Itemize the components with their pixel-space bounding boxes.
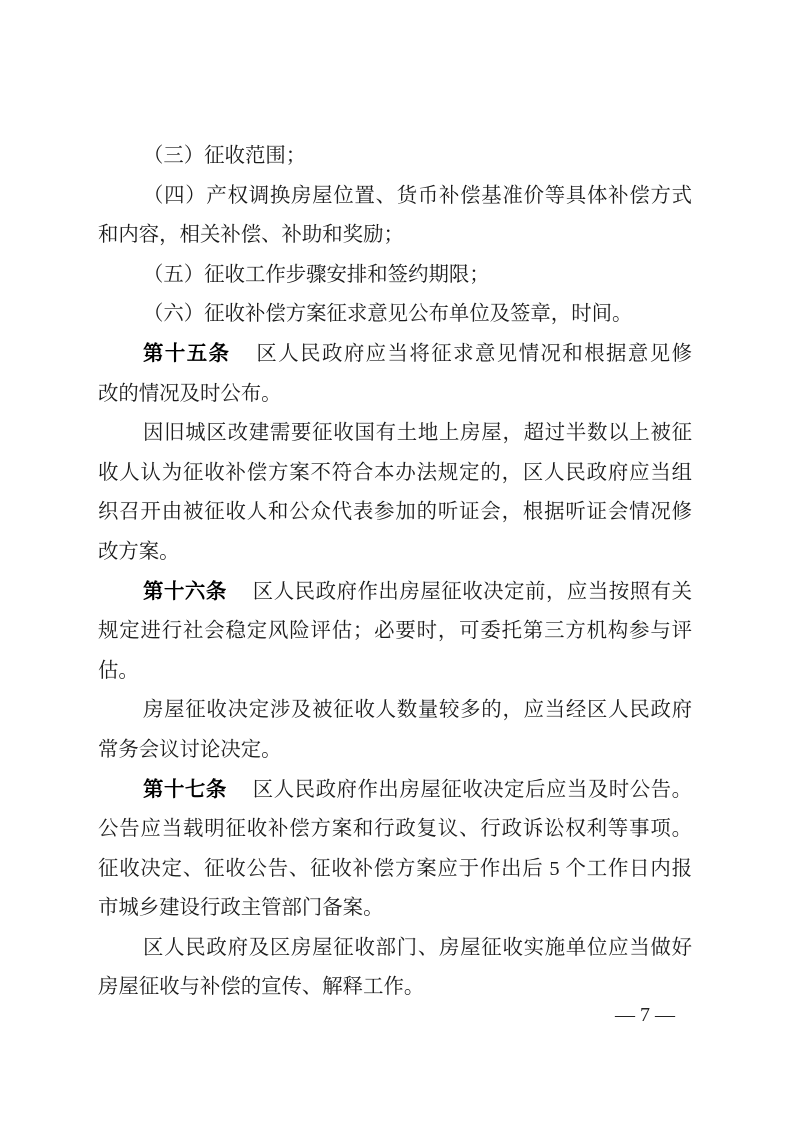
text-column <box>98 137 692 1008</box>
text-line: 因旧城区改建需要征收国有土地上房屋，超过半数以上被征 <box>143 422 692 445</box>
text-line: 征收决定、征收公告、征收补偿方案应于作出后 5 个工作日内报 <box>98 857 692 880</box>
text-line: 收人认为征收补偿方案不符合本办法规定的，区人民政府应当组 <box>98 461 692 484</box>
text-line: 改的情况及时公布。 <box>98 382 282 405</box>
text-line: 常务会议讨论决定。 <box>98 738 282 761</box>
text-line: 市城乡建设行政主管部门备案。 <box>98 897 384 920</box>
text-line: （四）产权调换房屋位置、货币补偿基准价等具体补偿方式 <box>143 184 692 207</box>
text-line: （六）征收补偿方案征求意见公布单位及签章，时间。 <box>143 303 633 326</box>
text-line: 改方案。 <box>98 540 180 563</box>
article-number: 第十五条 <box>143 342 231 365</box>
text-line: 房屋征收决定涉及被征收人数量较多的，应当经区人民政府 <box>143 699 692 722</box>
text-line: （三）征收范围； <box>143 145 307 167</box>
article-number: 第十七条 <box>143 778 227 801</box>
text-line: 估。 <box>98 659 139 682</box>
text-line: 第十七条 区人民政府作出房屋征收决定后应当及时公告。 <box>143 778 693 801</box>
text-line: （五）征收工作步骤安排和签约期限； <box>143 263 490 286</box>
text-line: 公告应当载明征收补偿方案和行政复议、行政诉讼权利等事项。 <box>98 818 692 841</box>
text-line: 规定进行社会稳定风险评估；必要时，可委托第三方机构参与评 <box>98 620 692 643</box>
text-line: 第十六条 区人民政府作出房屋征收决定前，应当按照有关 <box>143 580 693 603</box>
text-line: 区人民政府及区房屋征收部门、房屋征收实施单位应当做好 <box>143 936 692 959</box>
article-number: 第十六条 <box>143 580 227 603</box>
text-line: 房屋征收与补偿的宣传、解释工作。 <box>98 976 425 999</box>
text-line: 和内容，相关补偿、补助和奖励； <box>98 224 404 247</box>
page-number: — 7 — <box>615 1004 675 1026</box>
text-line: 第十五条 区人民政府应当将征求意见情况和根据意见修 <box>143 342 693 365</box>
text-line: 织召开由被征收人和公众代表参加的听证会，根据听证会情况修 <box>98 501 692 524</box>
